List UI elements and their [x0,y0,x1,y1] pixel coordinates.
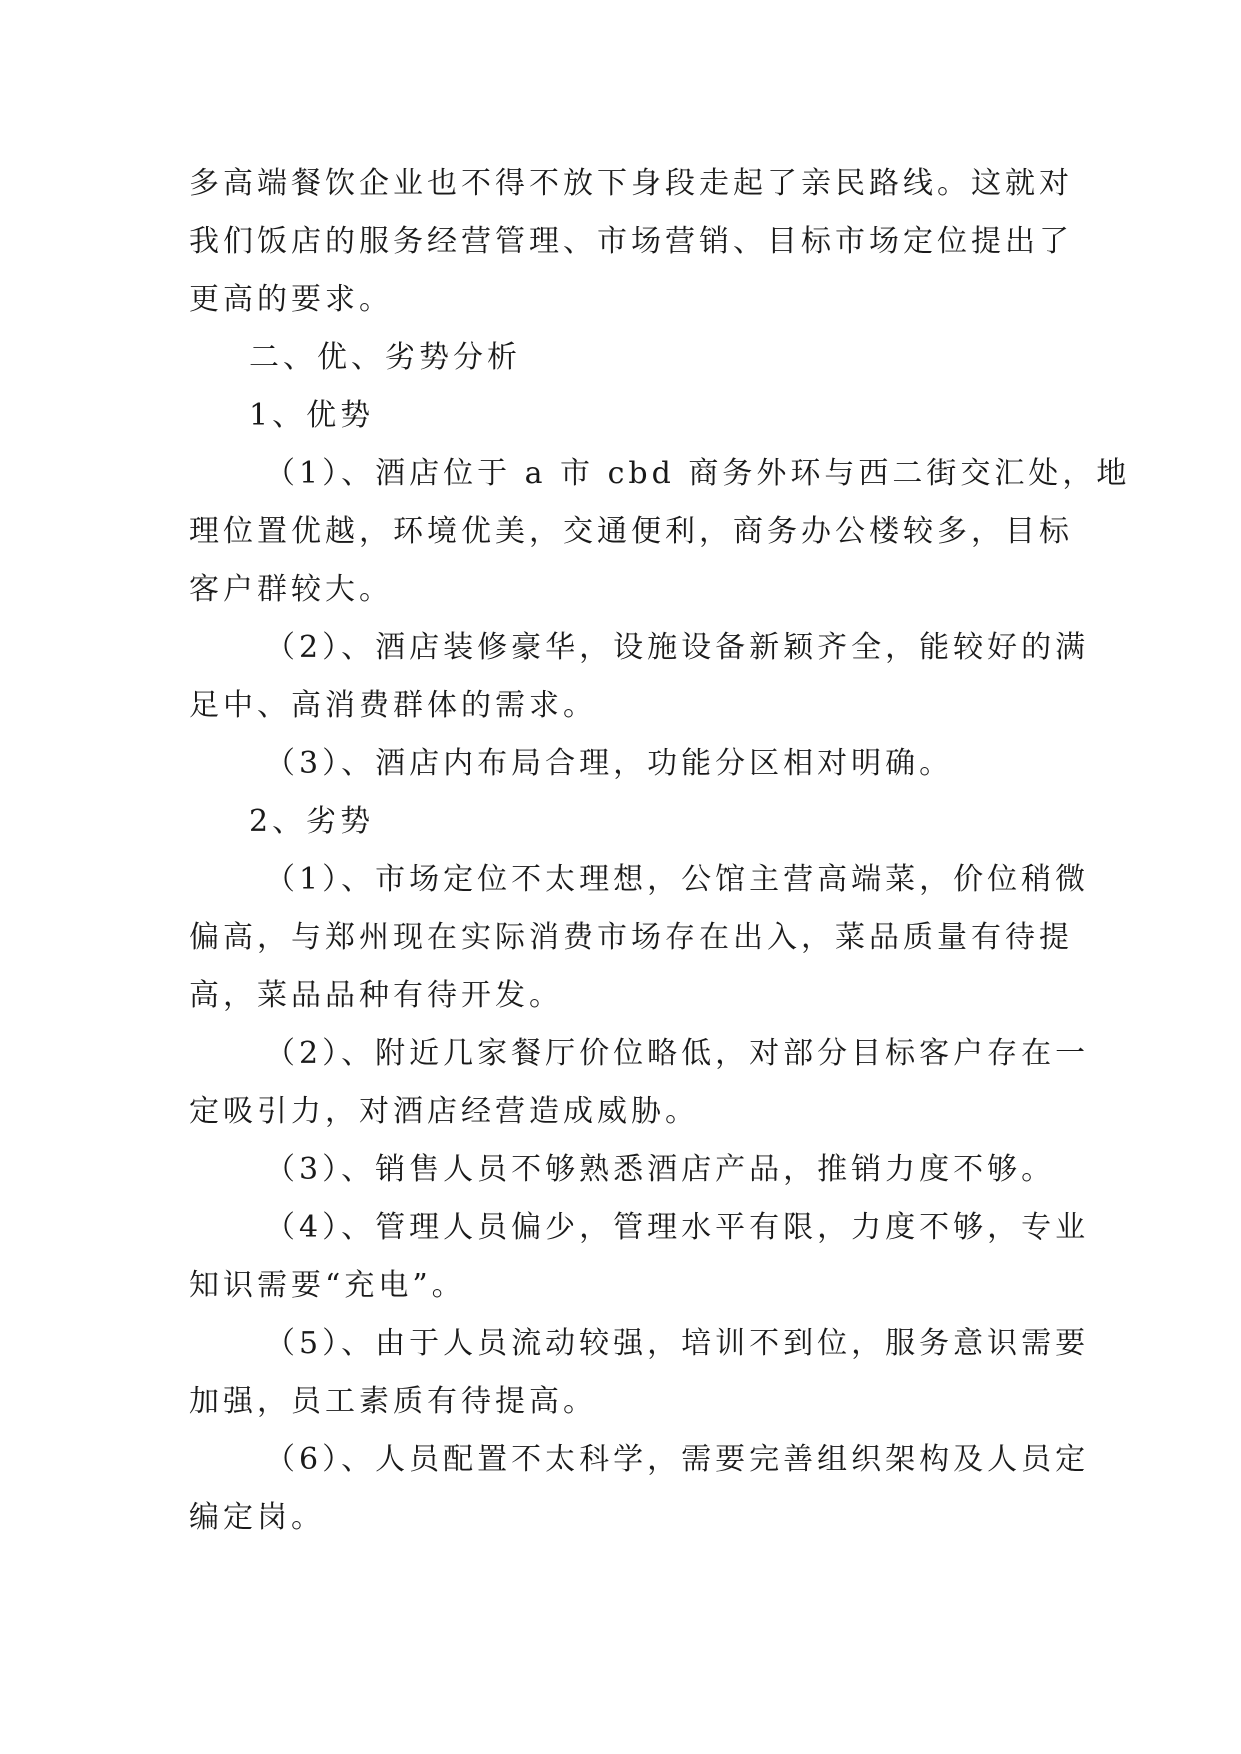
paragraph-line: 加强，员工素质有待提高。 [189,1384,597,1419]
paragraph-line: 知识需要“充电”。 [189,1268,466,1303]
list-item-line: （6）、人员配置不太科学，需要完善组织架构及人员定 [265,1442,1090,1477]
list-item-line: （5）、由于人员流动较强，培训不到位，服务意识需要 [265,1326,1090,1361]
paragraph-line: 多高端餐饮企业也不得不放下身段走起了亲民路线。这就对 [189,166,1073,201]
paragraph-line: 定吸引力，对酒店经营造成威胁。 [189,1094,699,1129]
paragraph-line: 编定岗。 [189,1500,325,1535]
list-item-line: （4）、管理人员偏少，管理水平有限，力度不够，专业 [265,1210,1090,1245]
paragraph-line: 我们饭店的服务经营管理、市场营销、目标市场定位提出了 [189,224,1073,259]
paragraph-line: 理位置优越，环境优美，交通便利，商务办公楼较多，目标 [189,514,1073,549]
paragraph-line: 客户群较大。 [189,572,393,607]
subsection-heading-strengths: 1、优势 [249,398,375,433]
list-item-line: （1）、酒店位于 a 市 cbd 商务外环与西二街交汇处，地 [265,456,1131,491]
list-item-line: （3）、销售人员不够熟悉酒店产品，推销力度不够。 [265,1152,1056,1187]
section-heading: 二、优、劣势分析 [249,340,521,375]
paragraph-line: 高，菜品品种有待开发。 [189,978,563,1013]
paragraph-line: 偏高，与郑州现在实际消费市场存在出入，菜品质量有待提 [189,920,1073,955]
subsection-heading-weaknesses: 2、劣势 [249,804,375,839]
paragraph-line: 更高的要求。 [189,282,393,317]
list-item-line: （1）、市场定位不太理想，公馆主营高端菜，价位稍微 [265,862,1090,897]
list-item-line: （3）、酒店内布局合理，功能分区相对明确。 [265,746,954,781]
document-page [189,155,1131,1547]
paragraph-line: 足中、高消费群体的需求。 [189,688,597,723]
list-item-line: （2）、酒店装修豪华，设施设备新颖齐全，能较好的满 [265,630,1090,665]
list-item-line: （2）、附近几家餐厅价位略低，对部分目标客户存在一 [265,1036,1090,1071]
